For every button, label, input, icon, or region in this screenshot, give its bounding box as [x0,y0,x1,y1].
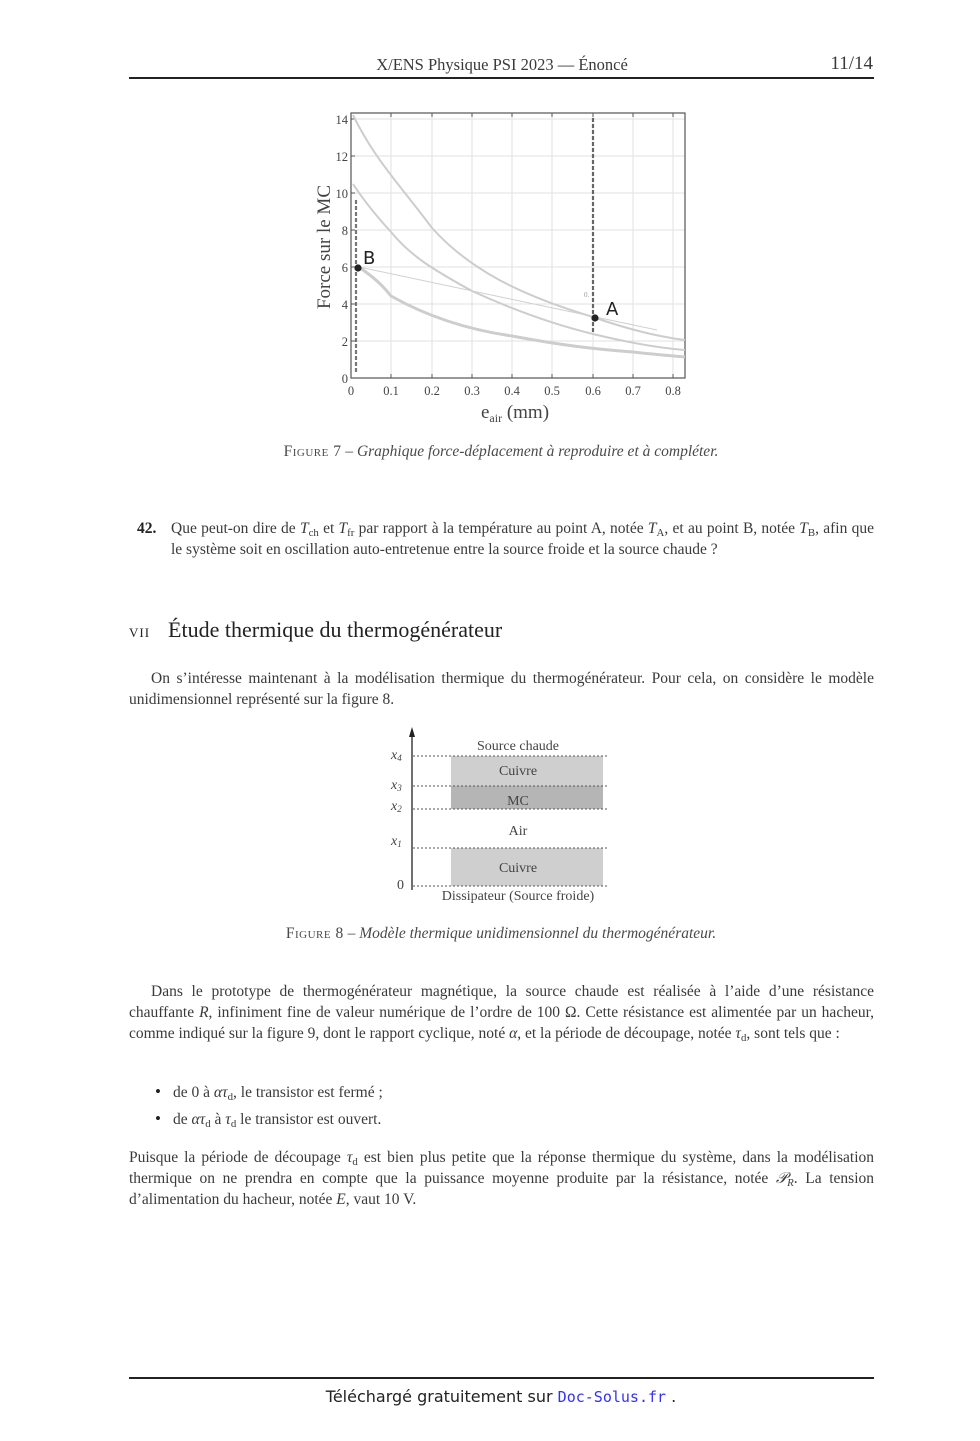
arrow-head-icon [409,727,415,737]
intro-paragraph: On s’intéresse maintenant à la modélisation thermique du thermogénérateur. Pour cela, on considère le modèle unidimensionnel représenté sur la figure 8. [129,670,874,708]
dissipateur-label: Dissipateur (Source froide) [441,889,595,904]
x1-label: x1 [391,834,402,849]
footer: Téléchargé gratuitement sur Doc-Solus.fr . [325,1387,677,1406]
x-axis-label: $e_{air}$ (mm) [480,402,550,425]
layer-label-mc: MC [507,794,529,809]
header-rule [129,77,874,79]
question-42 [137,519,874,561]
running-header-title: X/ENS Physique PSI 2023 — Énoncé [376,55,628,74]
figure-8-diagram [380,722,620,912]
x2-label: x2 [391,799,402,814]
svg-text:12: 12 [335,150,348,164]
zero-label: 0 [397,878,404,893]
figure-8-caption: Figure 8 – Modèle thermique unidimensionnel du thermogénérateur. [285,925,717,942]
svg-text:6: 6 [341,261,348,275]
x3-label: x3 [391,778,402,793]
paragraph-hacheur: Dans le prototype de thermogénérateur magnétique, la source chaude est réalisée à l’aide d’une résistance chauffante R, infiniment fine de valeur numérique de l’ordre de 100 Ω. Cette résistance est alimentée par un hacheur, comme indiqué sur la figure 9, dont le rapport cyclique, noté α, et la période de découpage, notée $\tau_d$, sont tels que : [129,983,874,1044]
bullet-item: • de $\alpha\tau_d$ à $\tau_d$ le transistor est ouvert. [155,1110,855,1137]
bullet-list [155,1083,855,1137]
point-b-label: B [363,248,376,269]
svg-text:0.5: 0.5 [544,384,560,398]
page-number: 11/14 [830,53,873,74]
svg-text:4: 4 [341,298,348,312]
x4-label: x4 [391,748,402,763]
svg-text:0.2: 0.2 [424,384,440,398]
layer-label-cuivre-bottom: Cuivre [498,861,538,876]
figure-7-caption: Figure 7 – Graphique force-déplacement à reproduire et à compléter. [283,443,719,460]
layer-label-air: Air [508,824,528,839]
bullet-item: • de 0 à $\alpha\tau_d$, le transistor est fermé ; [155,1083,855,1110]
point-a-label: A [606,299,619,320]
source-chaude-label: Source chaude [476,739,560,754]
question-number: 42. [137,520,157,537]
curve-high [353,115,685,340]
layer-label-cuivre-top: Cuivre [498,764,538,779]
svg-text:0.4: 0.4 [504,384,520,398]
svg-text:10: 10 [335,187,348,201]
svg-text:2: 2 [341,335,348,349]
svg-text:14: 14 [335,113,348,127]
svg-text:0.3: 0.3 [464,384,480,398]
y-tick-labels [336,113,349,386]
residual-label: 0. [584,291,590,299]
paragraph-puissance: Puisque la période de découpage $\tau_d$ est bien plus petite que la réponse thermique du système, dans la modélisation thermique on ne prendra en compte que la puissance moyenne produite par la résistance, notée 𝒫$_R$. La tension d’alimentation du hacheur, notée E, vaut 10 V. [129,1149,875,1208]
svg-text:0.8: 0.8 [665,384,681,398]
svg-text:0: 0 [347,384,355,398]
footer-rule [129,1377,874,1379]
force-displacement-plot [300,100,700,430]
section-number: vii [129,621,151,641]
doc-solus-link[interactable]: Doc-Solus.fr [557,1388,667,1406]
question-text: Que peut-on dire de $T_{ch}$ et $T_{fr}$ par rapport à la température au point A, notée $T_A$, et au point B, notée $T_B$, afin que le système soit en oscillation auto-entretenue entre la source froide et la source chaude ? [171,520,874,558]
section-title: Étude thermique du thermogénérateur [168,617,503,642]
x-tick-labels [348,384,681,398]
svg-text:8: 8 [341,224,348,238]
figure-7-chart [300,100,700,430]
svg-text:0: 0 [341,372,348,386]
section-heading [129,617,502,643]
svg-text:0.7: 0.7 [625,384,641,398]
svg-text:0.6: 0.6 [585,384,601,398]
point-a [591,314,598,321]
point-b [354,264,361,271]
svg-text:0.1: 0.1 [383,384,399,398]
y-axis-label: Force sur le MC [314,184,335,310]
